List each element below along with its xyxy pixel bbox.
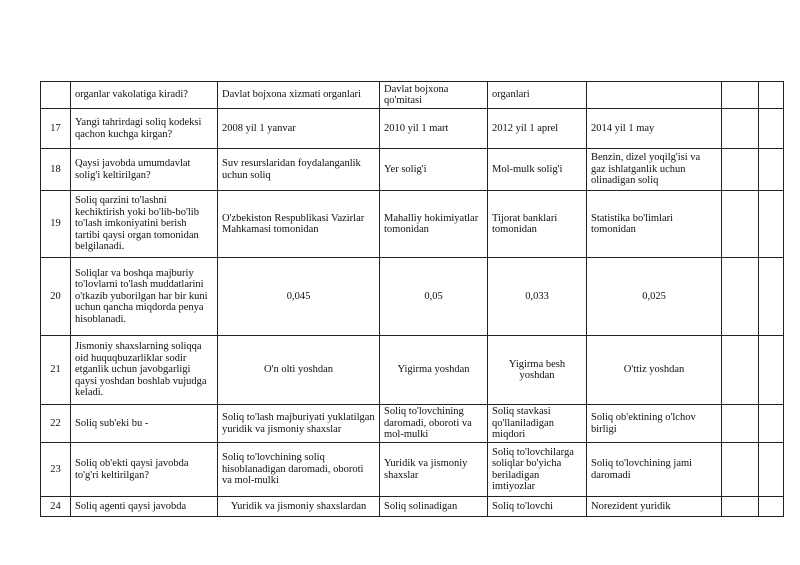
table-row — [41, 82, 784, 109]
empty-cell — [722, 149, 759, 191]
option-c: Soliq stavkasi qo'llaniladigan miqdori — [488, 405, 587, 443]
table-row — [41, 258, 784, 336]
option-d: 0,025 — [587, 258, 722, 336]
question-text: Yangi tahrirdagi soliq kodeksi qachon kuchga kirgan? — [71, 109, 218, 149]
question-text: organlar vakolatiga kiradi? — [71, 82, 218, 109]
empty-cell — [722, 405, 759, 443]
option-b: 2010 yil 1 mart — [380, 109, 488, 149]
option-b: Mahalliy hokimiyatlar tomonidan — [380, 191, 488, 258]
empty-cell — [759, 191, 784, 258]
option-b: Davlat bojxona qo'mitasi — [380, 82, 488, 109]
option-d: Norezident yuridik — [587, 497, 722, 517]
question-text: Soliqlar va boshqa majburiy to'lovlarni to'lash muddatlarini o'tkazib yuborilgan har bir kuni uchun qancha miqdorda penya hisoblanadi. — [71, 258, 218, 336]
empty-cell — [722, 443, 759, 497]
option-a: Soliq to'lash majburiyati yuklatilgan yuridik va jismoniy shaxslar — [218, 405, 380, 443]
option-c: organlari — [488, 82, 587, 109]
option-d: Statistika bo'limlari tomonidan — [587, 191, 722, 258]
option-a: Soliq to'lovchining soliq hisoblanadigan daromadi, oboroti va mol-mulki — [218, 443, 380, 497]
table-row — [41, 109, 784, 149]
empty-cell — [759, 443, 784, 497]
table-row — [41, 497, 784, 517]
table-row — [41, 191, 784, 258]
table-row — [41, 336, 784, 405]
option-a: 2008 yil 1 yanvar — [218, 109, 380, 149]
option-c: 0,033 — [488, 258, 587, 336]
question-number: 17 — [41, 109, 71, 149]
option-d: Soliq ob'ektining o'lchov birligi — [587, 405, 722, 443]
question-text: Soliq qarzini to'lashni kechiktirish yoki bo'lib-bo'lib to'lash imkoniyatini berish tartibi qaysi organ tomonidan belgilanadi. — [71, 191, 218, 258]
table-row — [41, 149, 784, 191]
empty-cell — [759, 497, 784, 517]
option-b: Soliq solinadigan — [380, 497, 488, 517]
empty-cell — [759, 258, 784, 336]
empty-cell — [759, 405, 784, 443]
empty-cell — [722, 258, 759, 336]
option-c: Mol-mulk solig'i — [488, 149, 587, 191]
option-a: Yuridik va jismoniy shaxslardan — [218, 497, 380, 517]
question-text: Soliq agenti qaysi javobda — [71, 497, 218, 517]
question-number: 23 — [41, 443, 71, 497]
option-b: 0,05 — [380, 258, 488, 336]
option-c: Soliq to'lovchilarga soliqlar bo'yicha beriladigan imtiyozlar — [488, 443, 587, 497]
question-text: Qaysi javobda umumdavlat solig'i keltirilgan? — [71, 149, 218, 191]
question-number: 18 — [41, 149, 71, 191]
option-b: Yer solig'i — [380, 149, 488, 191]
table-row — [41, 443, 784, 497]
question-number: 21 — [41, 336, 71, 405]
question-number: 19 — [41, 191, 71, 258]
empty-cell — [759, 82, 784, 109]
option-d: O'ttiz yoshdan — [587, 336, 722, 405]
empty-cell — [722, 336, 759, 405]
question-number: 22 — [41, 405, 71, 443]
option-c: 2012 yil 1 aprel — [488, 109, 587, 149]
option-a: O'zbekiston Respublikasi Vazirlar Mahkamasi tomonidan — [218, 191, 380, 258]
option-c: Yigirma besh yoshdan — [488, 336, 587, 405]
option-b: Soliq to'lovchining daromadi, oboroti va mol-mulki — [380, 405, 488, 443]
empty-cell — [722, 82, 759, 109]
option-a: O'n olti yoshdan — [218, 336, 380, 405]
option-a: Suv resurslaridan foydalanganlik uchun soliq — [218, 149, 380, 191]
question-number: 20 — [41, 258, 71, 336]
table-row — [41, 405, 784, 443]
question-number: 24 — [41, 497, 71, 517]
option-d: Benzin, dizel yoqilg'isi va gaz ishlatganlik uchun olinadigan soliq — [587, 149, 722, 191]
option-a: Davlat bojxona xizmati organlari — [218, 82, 380, 109]
option-a: 0,045 — [218, 258, 380, 336]
question-text: Soliq sub'eki bu - — [71, 405, 218, 443]
empty-cell — [759, 149, 784, 191]
question-number — [41, 82, 71, 109]
empty-cell — [759, 109, 784, 149]
option-d: Soliq to'lovchining jami daromadi — [587, 443, 722, 497]
empty-cell — [722, 497, 759, 517]
option-c: Tijorat banklari tomonidan — [488, 191, 587, 258]
option-b: Yuridik va jismoniy shaxslar — [380, 443, 488, 497]
empty-cell — [759, 336, 784, 405]
option-b: Yigirma yoshdan — [380, 336, 488, 405]
empty-cell — [722, 191, 759, 258]
quiz-table — [40, 81, 784, 517]
question-text: Jismoniy shaxslarning soliqqa oid huquqbuzarliklar sodir etganlik uchun javobgarligi qaysi yoshdan boshlab vujudga keladi. — [71, 336, 218, 405]
option-d — [587, 82, 722, 109]
option-d: 2014 yil 1 may — [587, 109, 722, 149]
question-text: Soliq ob'ekti qaysi javobda to'g'ri keltirilgan? — [71, 443, 218, 497]
option-c: Soliq to'lovchi — [488, 497, 587, 517]
empty-cell — [722, 109, 759, 149]
